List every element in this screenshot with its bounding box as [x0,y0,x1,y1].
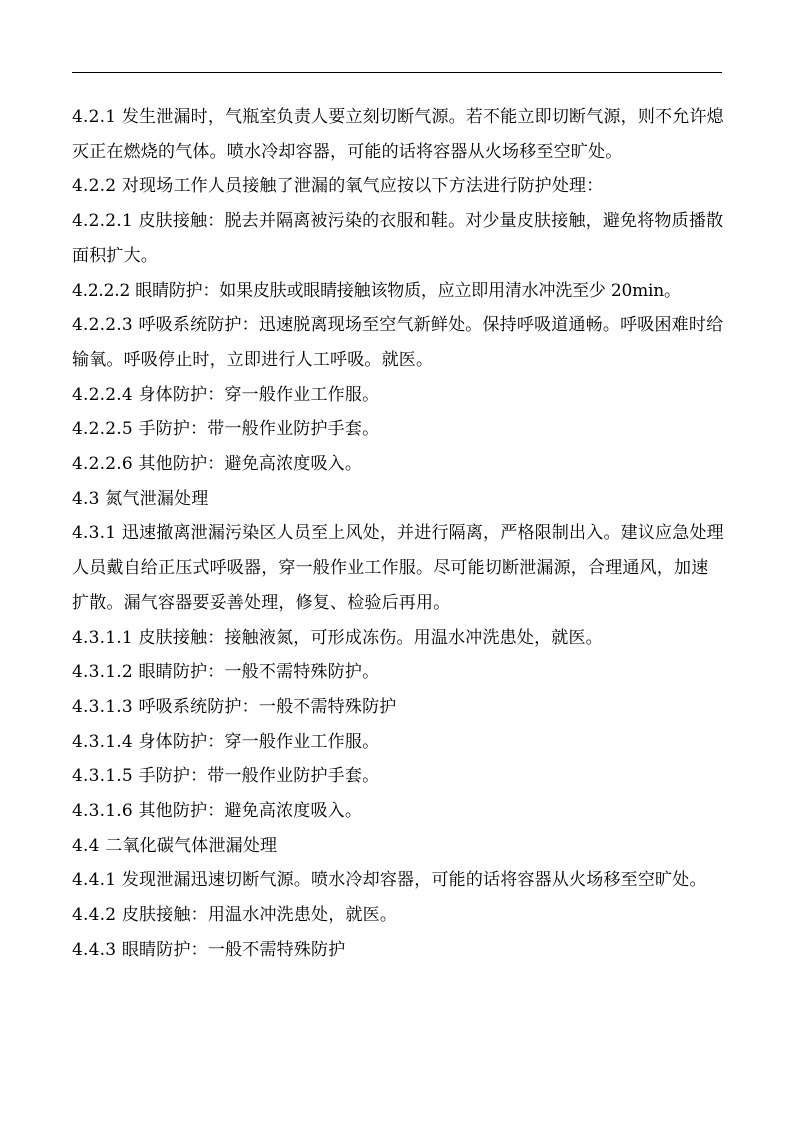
paragraph-4-4-1: 4.4.1 发现泄漏迅速切断气源。喷水冷却容器，可能的话将容器从火场移至空旷处。 [72,870,707,891]
paragraph-4-3-1-2: 4.3.1.2 眼睛防护：一般不需特殊防护。 [72,662,380,683]
paragraph-4-3-1-5: 4.3.1.5 手防护：带一般作业防护手套。 [72,766,380,787]
paragraph-4-2-2-6: 4.2.2.6 其他防护：避免高浓度吸入。 [72,454,363,475]
paragraph-4-3-1-6: 4.3.1.6 其他防护：避免高浓度吸入。 [72,801,363,822]
section-heading-4-3: 4.3 氮气泄漏处理 [72,488,209,509]
document-body [72,100,724,968]
paragraph-4-3-1-1: 4.3.1.1 皮肤接触：接触液氮，可形成冻伤。用温水冲洗患处，就医。 [72,627,603,648]
paragraph-4-2-2-2: 4.2.2.2 眼睛防护：如果皮肤或眼睛接触该物质，应立即用清水冲洗至少 20min。 [72,280,681,301]
paragraph-4-2-2-5: 4.2.2.5 手防护：带一般作业防护手套。 [72,419,380,440]
paragraph-4-2-2: 4.2.2 对现场工作人员接触了泄漏的氧气应按以下方法进行防护处理： [72,176,604,197]
paragraph-4-2-2-3: 4.2.2.3 呼吸系统防护：迅速脱离现场至空气新鲜处。保持呼吸道通畅。呼吸困难时给输氧。呼吸停止时，立即进行人工呼吸。就医。 [72,315,724,370]
paragraph-4-3-1: 4.3.1 迅速撤离泄漏污染区人员至上风处，并进行隔离，严格限制出入。建议应急处理人员戴自给正压式呼吸器，穿一般作业工作服。尽可能切断泄漏源，合理通风，加速扩散。漏气容器要妥善处理，修复、检验后再用。 [72,523,724,613]
paragraph-4-2-2-1: 4.2.2.1 皮肤接触：脱去并隔离被污染的衣服和鞋。对少量皮肤接触，避免将物质播散面积扩大。 [72,211,724,266]
paragraph-4-2-2-4: 4.2.2.4 身体防护：穿一般作业工作服。 [72,384,380,405]
paragraph-4-4-3: 4.4.3 眼睛防护：一般不需特殊防护 [72,939,346,960]
paragraph-4-3-1-3: 4.3.1.3 呼吸系统防护：一般不需特殊防护 [72,696,397,717]
paragraph-4-3-1-4: 4.3.1.4 身体防护：穿一般作业工作服。 [72,731,380,752]
section-heading-4-4: 4.4 二氧化碳气体泄漏处理 [72,835,278,856]
header-rule [72,72,722,73]
paragraph-4-2-1: 4.2.1 发生泄漏时，气瓶室负责人要立刻切断气源。若不能立即切断气源，则不允许熄灭正在燃烧的气体。喷水冷却容器，可能的话将容器从火场移至空旷处。 [72,107,724,162]
paragraph-4-4-2: 4.4.2 皮肤接触：用温水冲洗患处，就医。 [72,905,398,926]
